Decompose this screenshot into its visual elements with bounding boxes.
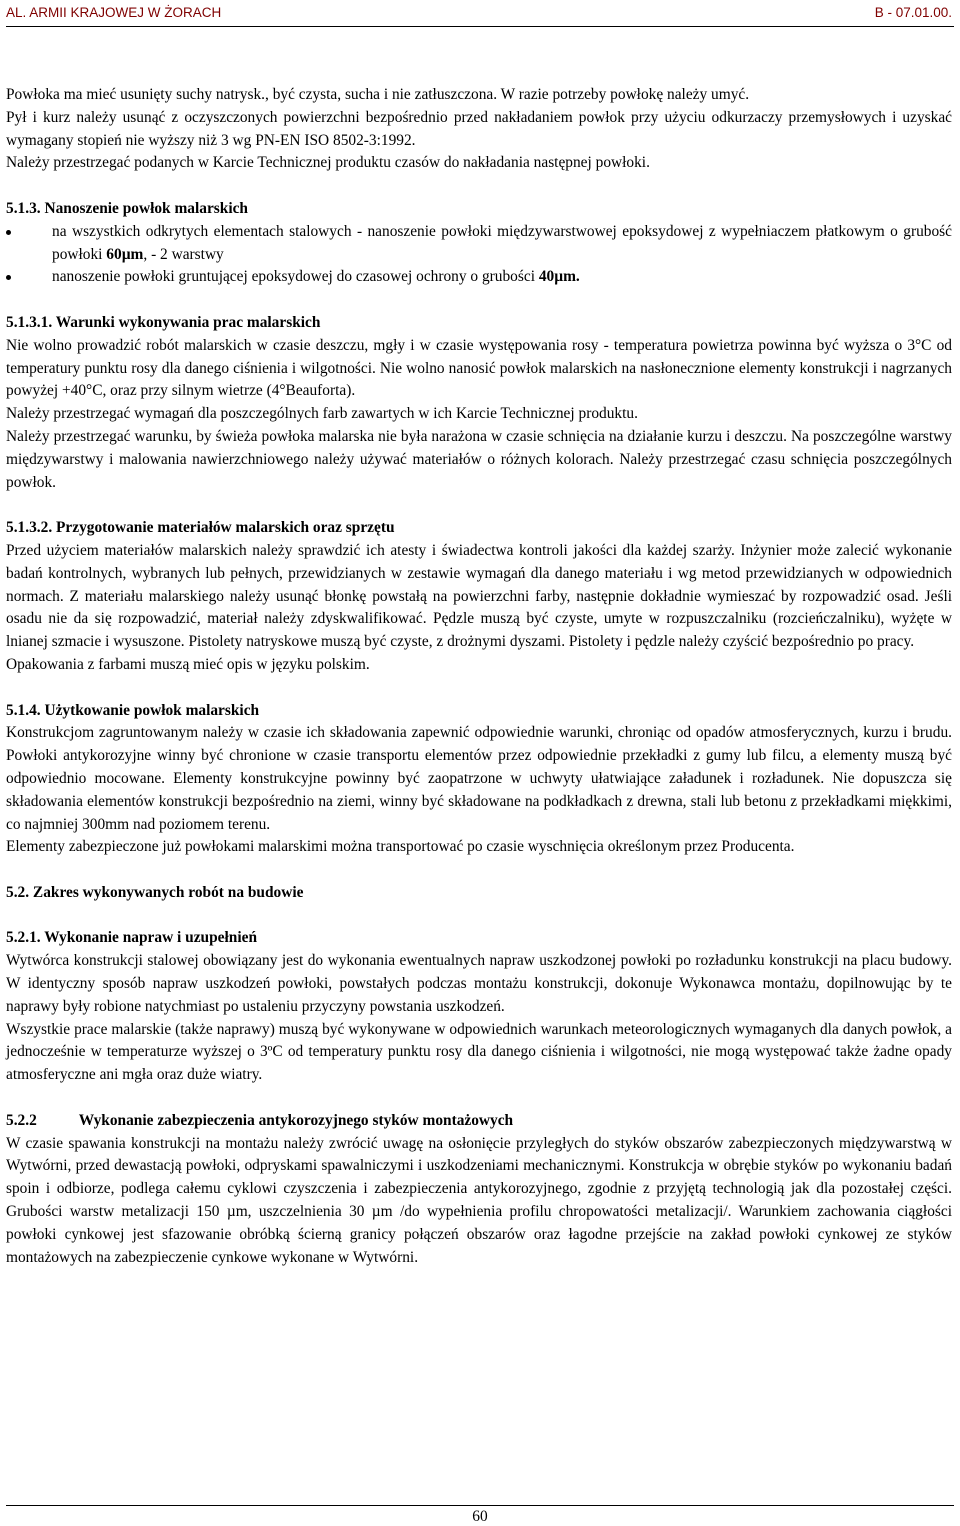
paragraph: Wytwórca konstrukcji stalowej obowiązany jest do wykonania ewentualnych napraw uszkodzonej powłoki po rozładunku konstrukcji na placu budowy. W identyczny sposób napraw uszkodzeń powłoki, powstałych podczas montażu konstrukcji, dokonuje Wykonawca montażu, dopilnowując by te naprawy były robione natychmiast po ustaleniu przyczyny powstania uszkodzeń.	[6, 952, 952, 1015]
bullet-item: na wszystkich odkrytych elementach stalowych - nanoszenie powłoki międzywarstwowej epoksydowej z wypełniaczem płatkowym o grubość powłoki 60µm, - 2 warstwy	[6, 221, 952, 267]
document-body	[6, 84, 952, 1269]
section-heading-5-2: 5.2. Zakres wykonywanych robót na budowie	[6, 883, 304, 901]
intro-paragraph: Powłoka ma mieć usunięty suchy natrysk., być czysta, sucha i nie zatłuszczona. W razie potrzeby powłokę należy umyć.	[6, 86, 750, 103]
intro-paragraph: Pył i kurz należy usunąć z oczyszczonych powierzchni bezpośrednio przed nakładaniem powłok przy użyciu odkurzaczy przemysłowych i uzyskać wymagany stopień nie wyższy niż 3 wg PN-EN ISO 8502-3:1992.	[6, 108, 952, 149]
bullet-list	[6, 221, 952, 289]
section-heading-5-1-3: 5.1.3. Nanoszenie powłok malarskich	[6, 199, 248, 217]
page-header	[6, 0, 954, 27]
section-heading-5-1-3-2: 5.1.3.2. Przygotowanie materiałów malarskich oraz sprzętu	[6, 519, 395, 537]
paragraph: Należy przestrzegać warunku, by świeża powłoka malarska nie była narażona w czasie schnięcia na działanie kurzu i deszczu. Na poszczególne warstwy międzywarstwy i malowania nawierzchniowego należy używać materiałów o różnych kolorach. Należy przestrzegać czasu schnięcia poszczególnych powłok.	[6, 427, 952, 491]
paragraph: W czasie spawania konstrukcji na montażu należy zwrócić uwagę na osłonięcie przyległych do styków obszarów zabezpieczonych międzywarstwą w Wytwórni, przed dewastacją powłoki, odpryskami spawalniczymi i uszkodzeniami mechanicznymi. Konstrukcja w obrębie styków po wykonaniu badań spoin i odbiorze, podlega całemu cyklowi czyszczenia i zabezpieczenia antykorozyjnego, zgodnie z przyjętą technologią jak dla pozostałej części. Grubości warstw metalizacji 150 µm, uszczelnienia 30 µm /do wypełnienia profilu chropowatości metalizacji/. Warunkiem zachowania ciągłości powłoki cynkowej jest sfazowanie obróbką ścierną granicy połączeń obszarów oraz łagodne przejście na zakład powłoki cynkowej ze styków montażowych na zabezpieczenie cynkowe wykonane w Wytwórni.	[6, 1134, 952, 1266]
paragraph: Elementy zabezpieczone już powłokami malarskimi można transportować po czasie wyschnięcia określonym przez Producenta.	[6, 838, 795, 856]
paragraph: Konstrukcjom zagruntowanym należy w czasie ich składowania zapewnić odpowiednie warunki, chroniąc od opadów atmosferycznych, kurzu i brudu. Powłoki antykorozyjne winny być chronione w czasie transportu elementów przez odpowiednie przekładki z gumy lub filcu, a elementy muszą być odpowiednio mocowane. Elementy konstrukcyjne powinny być zaopatrzone w uchwyty ułatwiające załadunek i rozładunek. Nie dopuszcza się składowania elementów konstrukcji bezpośrednio na ziemi, winny być składowane na podkładkach z drewna, stali lub betonu z przekładkami miękkimi, co najmniej 300mm nad poziomem terenu.	[6, 724, 952, 833]
bullet-item: nanoszenie powłoki gruntującej epoksydowej do czasowej ochrony o grubości 40µm.	[6, 266, 952, 289]
page-number: 60	[472, 1508, 488, 1525]
paragraph: Opakowania z farbami muszą mieć opis w języku polskim.	[6, 655, 370, 673]
header-spec-code: B - 07.01.00.	[874, 5, 952, 20]
paragraph: Przed użyciem materiałów malarskich należy sprawdzić ich atesty i świadectwa kontroli jakości dla każdej szarży. Inżynier może zalecić wykonanie badań kontrolnych, wybranych lub pełnych, przewidzianych w zestawie wymagań dla danego materiału i wg metod przewidzianych w odpowiednich normach. Z materiału malarskiego należy usunąć błonkę powstałą na powierzchni farby, następnie dokładnie wymieszać by rozpowadzić osad. Jeśli osadu nie da się rozpowadzić, materiał należy zdyskwalifikować. Pędzle muszą być czyste, umyte w rozpuszczalniku (rozcieńczalniku), wyżęte w lnianej szmacie i wysuszone. Pistolety natryskowe muszą być czyste, z drożnymi dyszami. Pistolety i pędzle należy czyścić bezpośrednio po pracy.	[6, 541, 952, 651]
section-heading-5-2-2: 5.2.2 Wykonanie zabezpieczenia antykorozyjnego styków montażowych	[6, 1111, 514, 1129]
section-heading-5-1-4: 5.1.4. Użytkowanie powłok malarskich	[6, 701, 260, 719]
bullet-icon	[6, 230, 11, 235]
header-title: AL. ARMII KRAJOWEJ W ŻORACH	[6, 5, 222, 20]
paragraph: Wszystkie prace malarskie (także naprawy) muszą być wykonywane w odpowiednich warunkach meteorologicznych wymaganych dla danych powłok, a jednocześnie w temperaturze wyższej o 3ºC od temperatury punktu rosy dla danego ciśnienia i wilgotności, nie mogą występować także żadne opady atmosferyczne ani mgła oraz duże wiatry.	[6, 1020, 952, 1084]
paragraph: Nie wolno prowadzić robót malarskich w czasie deszczu, mgły i w czasie występowania rosy - temperatura powietrza powinna być wyższa o 3°C od temperatury punktu rosy dla danego ciśnienia i wilgotności. Nie wolno nanosić powłok malarskich na nasłonecznione elementy konstrukcji i nagrzanych powyżej +40°C, oraz przy silnym wietrze (4°Beaufortа).	[6, 336, 952, 400]
section-heading-5-2-1: 5.2.1. Wykonanie napraw i uzupełnień	[6, 929, 258, 947]
bullet-icon	[6, 275, 11, 280]
section-heading-5-1-3-1: 5.1.3.1. Warunki wykonywania prac malarskich	[6, 313, 321, 331]
footer-divider	[6, 1505, 954, 1506]
intro-paragraph: Należy przestrzegać podanych w Karcie Technicznej produktu czasów do nakładania następnej powłoki.	[6, 154, 650, 172]
paragraph: Należy przestrzegać wymagań dla poszczególnych farb zawartych w ich Karcie Technicznej produktu.	[6, 405, 638, 423]
